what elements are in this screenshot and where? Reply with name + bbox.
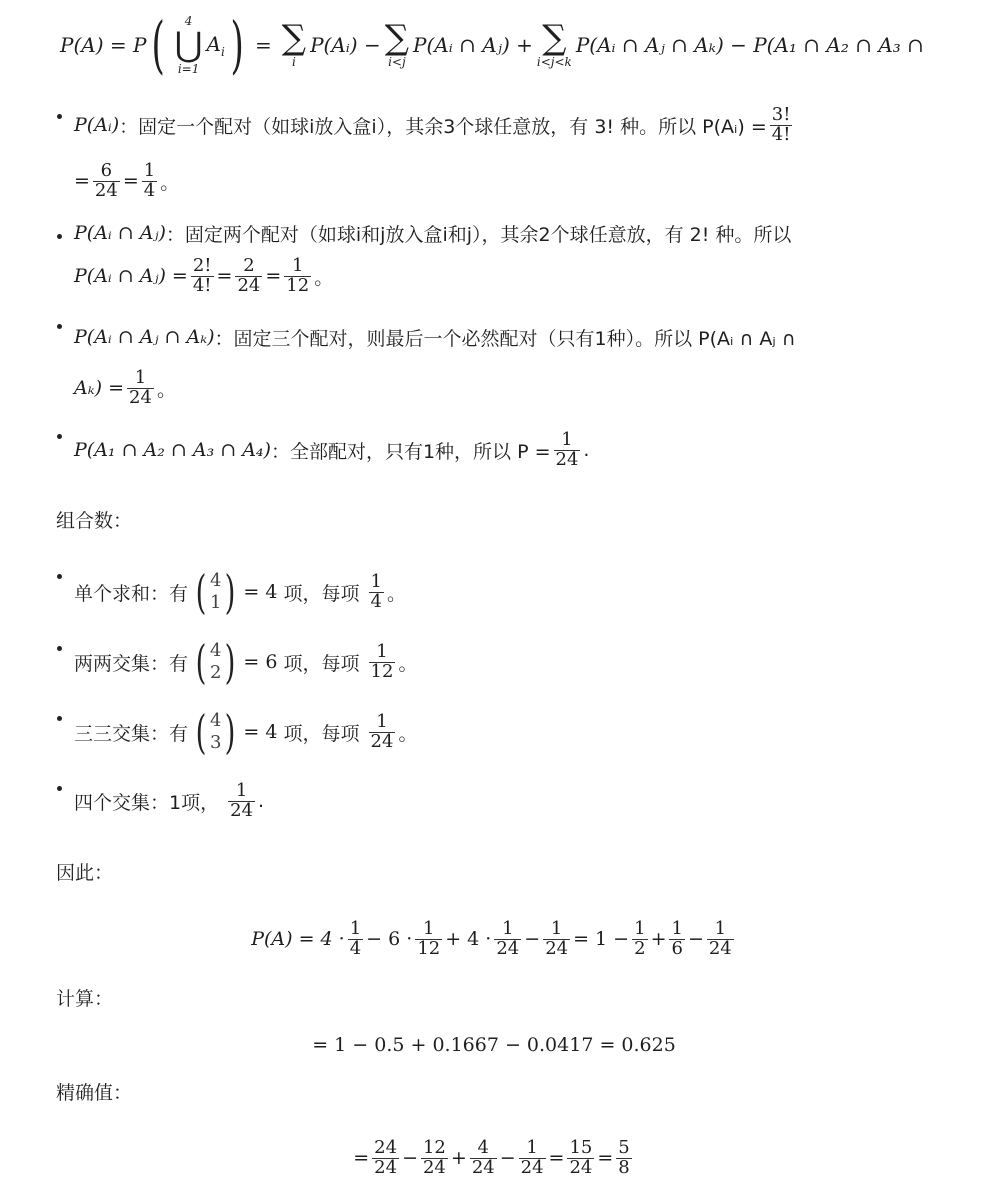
section-combinations: 组合数： [56, 510, 133, 532]
bullet-dot [57, 324, 62, 329]
prob-bullet-pair: P(Aᵢ ∩ Aⱼ) ：固定两个配对（如球i和j放入盒i和j），其余2个球任意放，有 2! 种。所以 [74, 222, 792, 246]
comb-bullet-single: 单个求和：有 ( 4 1 ) = 4 项，每项 $\frac{1}{4}$ 。 [74, 565, 407, 619]
bullet-dot [57, 786, 62, 791]
sum-i: ∑ i [281, 18, 307, 69]
section-exact: 精确值： [56, 1082, 133, 1104]
comb-bullet-pair: 两两交集：有 ( 4 2 ) = 6 项，每项 $\frac{1}{12}$ 。 [74, 635, 418, 689]
formula-compute: = 1 − 0.5 + 0.1667 − 0.0417 = 0.625 [312, 1034, 676, 1056]
bullet-dot [57, 234, 62, 239]
right-paren: ) [230, 8, 244, 81]
section-compute: 计算： [56, 988, 114, 1010]
left-paren: ( [151, 8, 166, 81]
fraction: $\frac{3!}{4!}$ [771, 103, 791, 145]
bullet-dot [57, 574, 62, 579]
sum-i-lt-j: ∑ i<j [384, 18, 410, 69]
prob-bullet-single: P(Aᵢ) ：固定一个配对（如球i放入盒i），其余3个球任意放，有 3! 种。所以 P(Aᵢ) = $\frac{3!}{4!}$ [74, 103, 791, 145]
section-therefore: 因此： [56, 862, 114, 884]
formula-lhs: P(A) = P [60, 33, 147, 57]
comb-bullet-all: 四个交集：1项， $\frac{1}{24}$ . [74, 779, 265, 821]
union-operator: 4 ⋃ i=1 [174, 14, 203, 76]
formula-therefore: P(A) = 4 · $\frac{1}{4}$ − 6 · $\frac{1}{12}$ + 4 · $\frac{1}{24}$ − $\frac{1}{24}$ = 1 − $\frac{1}{2}$ + $\frac{1}{6}$ − $\frac{1}{24}$ [251, 917, 732, 959]
prob-bullet-triple: P(Aᵢ ∩ Aⱼ ∩ Aₖ) ：固定三个配对，则最后一个必然配对（只有1种）。所以 P(Aᵢ ∩ Aⱼ ∩ [74, 326, 796, 350]
bullet-dot [57, 114, 62, 119]
bullet-dot [57, 716, 62, 721]
union-term: $A_i$ [206, 31, 225, 59]
prob-bullet-triple-cont: Aₖ) = $\frac{1}{24}$ 。 [74, 366, 176, 408]
bullet-dot [57, 434, 62, 439]
inclusion-exclusion-formula: P(A) = P ( 4 ⋃ i=1 $A_i$ ) = ∑ i P(Aᵢ) − ∑ i<j P(Aᵢ ∩ Aⱼ) + ∑ i<j<k P(Aᵢ ∩ Aⱼ ∩ Aₖ) − P(A₁ ∩ A₂ ∩ A₃ ∩ [60, 8, 924, 81]
prob-bullet-pair-cont: P(Aᵢ ∩ Aⱼ) = $\frac{2!}{4!}$ = $\frac{2}{24}$ = $\frac{1}{12}$ 。 [74, 254, 334, 296]
formula-exact: = $\frac{24}{24}$ − $\frac{12}{24}$ + $\frac{4}{24}$ − $\frac{1}{24}$ = $\frac{15}{24}$ = $\frac{5}{8}$ [353, 1136, 630, 1178]
sum-i-lt-j-lt-k: ∑ i<j<k [536, 18, 572, 69]
prob-bullet-all: P(A₁ ∩ A₂ ∩ A₃ ∩ A₄) ：全部配对，只有1种，所以 P = $\frac{1}{24}$ . [74, 428, 590, 470]
comb-bullet-triple: 三三交集：有 ( 4 3 ) = 4 项，每项 $\frac{1}{24}$ 。 [74, 705, 418, 759]
bullet-dot [57, 646, 62, 651]
prob-bullet-single-cont: = $\frac{6}{24}$ = $\frac{1}{4}$ 。 [74, 159, 180, 201]
